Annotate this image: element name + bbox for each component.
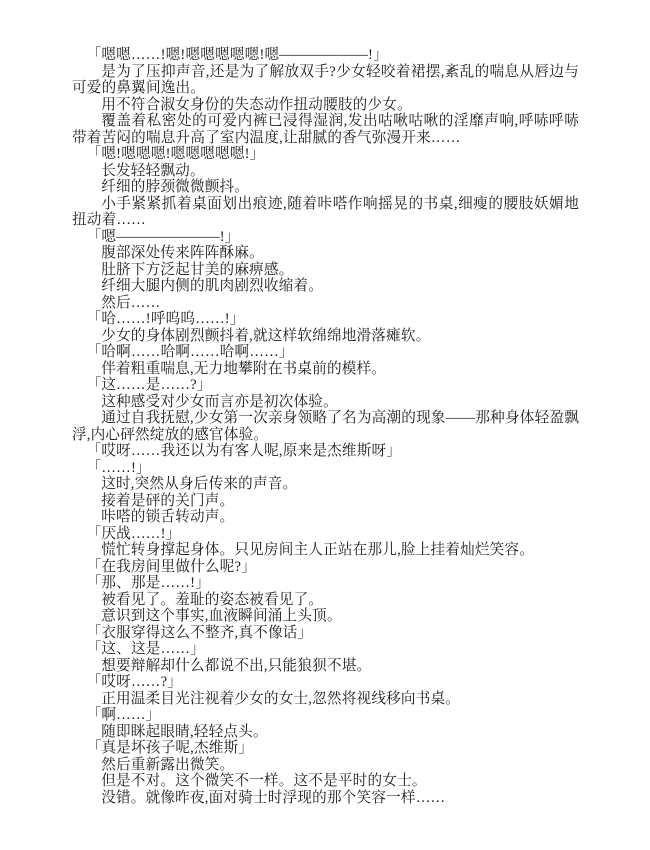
dialogue-paragraph: 「哈……!呼呜呜……!」 xyxy=(86,311,245,327)
narration-paragraph: 通过自我抚慰,少女第一次亲身领略了名为高潮的现象——那种身体轻盈飘浮,内心砰然绽放的感官体验。 xyxy=(72,410,579,443)
dialogue-paragraph: 「衣服穿得这么不整齐,真不像话」 xyxy=(86,624,313,641)
narration-paragraph: 但是不对。这个微笑不一样。这不是平时的女士。 xyxy=(101,773,427,789)
narration-paragraph: 腹部深处传来阵阵酥麻。 xyxy=(101,245,264,261)
dialogue-paragraph: 「哎呀……我还以为有客人呢,原来是杰维斯呀」 xyxy=(86,443,402,459)
narration-paragraph: 想要辩解却什么都说不出,只能狼狈不堪。 xyxy=(101,657,372,674)
dialogue-paragraph: 「厌战……!」 xyxy=(86,525,181,542)
dialogue-paragraph: 「……!」 xyxy=(86,459,151,476)
narration-paragraph: 小手紧紧抓着桌面划出痕迹,随着咔嗒作响摇晃的书桌,细瘦的腰肢妖媚地扭动着…… xyxy=(72,195,579,228)
narration-paragraph: 正用温柔目光注视着少女的女士,忽然将视线移向书桌。 xyxy=(101,690,461,707)
narration-paragraph: 用不符合淑女身份的失态动作扭动腰肢的少女。 xyxy=(101,96,412,113)
narration-paragraph: 然后重新露出微笑。 xyxy=(101,756,235,773)
text-column xyxy=(72,47,579,806)
dialogue-paragraph: 「哎呀……?」 xyxy=(86,674,183,690)
dialogue-paragraph: 「在我房间里做什么呢?」 xyxy=(86,558,257,575)
dialogue-paragraph: 「这……是……?」 xyxy=(86,377,212,393)
narration-paragraph: 长发轻轻飘动。 xyxy=(101,162,205,179)
narration-paragraph: 这种感受对少女而言亦是初次体验。 xyxy=(101,393,338,410)
narration-paragraph: 接着是砰的关门声。 xyxy=(101,492,235,509)
dialogue-paragraph: 「哈啊……哈啊……哈啊……」 xyxy=(86,344,294,360)
narration-paragraph: 这时,突然从身后传来的声音。 xyxy=(101,476,298,492)
narration-paragraph: 少女的身体剧烈颤抖着,就这样软绵绵地滑落瘫软。 xyxy=(101,327,431,344)
narration-paragraph: 覆盖着私密处的可爱内裤已浸得湿润,发出咕啾咕啾的淫靡声响,呼哧呼哧带着苦闷的喘息升高了室内温度,让甜腻的香气弥漫开来…… xyxy=(72,113,579,146)
narration-paragraph: 随即眯起眼睛,轻轻点头。 xyxy=(101,723,268,740)
dialogue-paragraph: 「真是坏孩子呢,杰维斯」 xyxy=(86,740,254,756)
narration-paragraph: 纤细大腿内侧的肌肉剧烈收缩着。 xyxy=(101,278,324,294)
narration-paragraph: 肚脐下方泛起甘美的麻痹感。 xyxy=(101,261,294,278)
narration-paragraph: 纤细的脖颈微微颤抖。 xyxy=(101,179,250,195)
dialogue-paragraph: 「那、那是……!」 xyxy=(86,575,211,591)
narration-paragraph: 是为了压抑声音,还是为了解放双手?少女轻咬着裙摆,紊乱的喘息从唇边与可爱的鼻翼间逸出。 xyxy=(72,63,579,96)
dialogue-paragraph: 「这、这是……」 xyxy=(86,641,205,657)
dialogue-paragraph: 「啊……」 xyxy=(86,707,161,723)
narration-paragraph: 意识到这个事实,血液瞬间涌上头顶。 xyxy=(101,608,342,624)
narration-paragraph: 然后…… xyxy=(101,294,161,311)
narration-paragraph: 咔嗒的锁舌转动声。 xyxy=(101,509,235,525)
narration-paragraph: 慌忙转身撑起身体。只见房间主人正站在那儿,脸上挂着灿烂笑容。 xyxy=(101,542,535,558)
narration-paragraph: 伴着粗重喘息,无力地攀附在书桌前的模样。 xyxy=(101,360,387,377)
dialogue-paragraph: 「嗯嗯……!嗯!嗯嗯嗯嗯嗯!嗯——————!」 xyxy=(86,47,388,63)
dialogue-paragraph: 「嗯———————!」 xyxy=(86,228,240,245)
narration-paragraph: 被看见了。羞耻的姿态被看见了。 xyxy=(101,591,324,608)
dialogue-paragraph: 「嗯!嗯嗯嗯!嗯嗯嗯嗯嗯!」 xyxy=(86,146,265,162)
narration-paragraph: 没错。就像昨夜,面对骑士时浮现的那个笑容一样…… xyxy=(101,789,446,806)
